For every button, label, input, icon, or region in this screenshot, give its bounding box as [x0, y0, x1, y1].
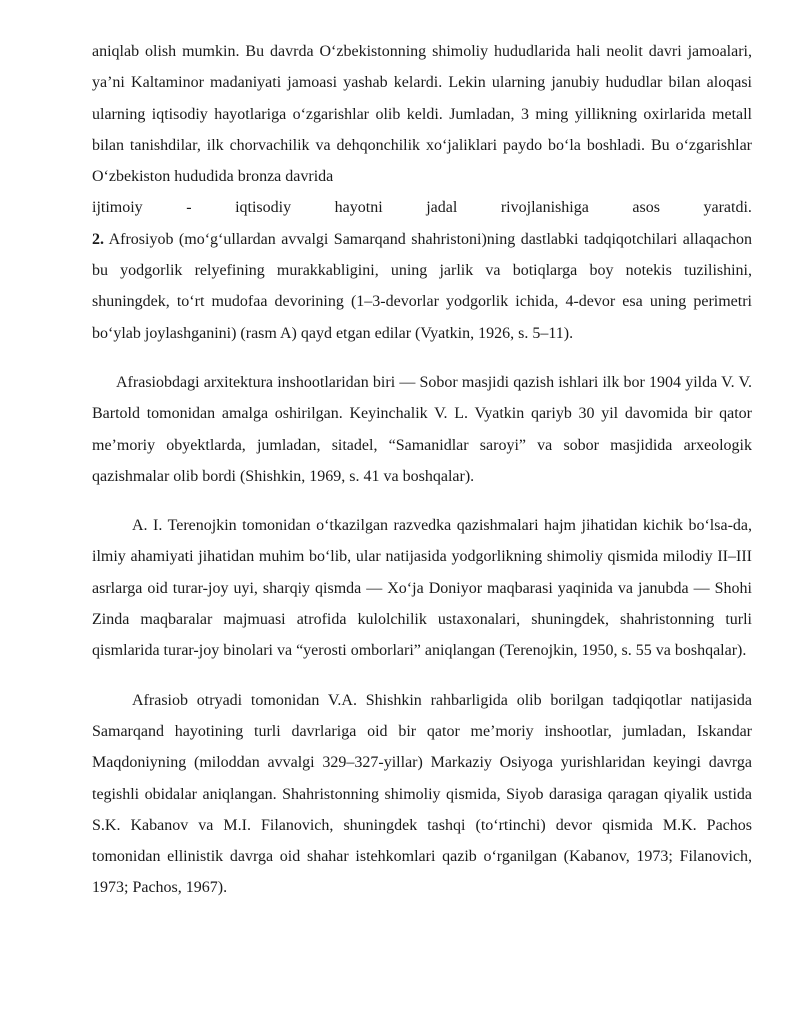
paragraph-5-text: Afrasiob otryadi tomonidan V.A. Shishkin rahbarligida olib borilgan tadqiqotlar natijasida Samarqand hayotining turli davrlariga oid bir qator me’moriy inshootlar, jumladan, Iskandar Maqdoniyning (miloddan avvalgi 329–327-yillar) Markaziy Osiyoga yurishlaridan keyingi davrga tegishli obidalar aniqlangan. Shahristonning shimoliy qismida, Siyob darasiga qaragan qiyalik ustida S.K. Kabanov va M.I. Filanovich, shuningdek tashqi (to‘rtinchi) devor qismida M.K. Pachos tomonidan ellinistik davrga oid shahar istehkomlari qazib o‘rganilgan (Kabanov, 1973; Filanovich, 1973; Pachos, 1967).: [92, 691, 752, 897]
paragraph-1-text: aniqlab olish mumkin. Bu davrda O‘zbekistonning shimoliy hududlarida hali neolit davri jamoalari, ya’ni Kaltaminor madaniyati jamoasi yashab kelardi. Lekin ularning janubiy hududlar bilan aloqasi ularning iqtisodiy hayotlariga o‘zgarishlar olib keldi. Jumladan, 3 ming yillikning oxirlarida metall bilan tanishdilar, ilk chorvachilik va dehqonchilik xo‘jaliklari paydo bo‘la boshladi. Bu o‘zgarishlar O‘zbekiston hududida bronza davrida: [92, 43, 752, 186]
word: hayotni: [334, 199, 383, 217]
word: jadal: [426, 199, 458, 217]
paragraph-3: [92, 367, 752, 492]
paragraph-2: [92, 224, 752, 349]
paragraph-1-last-line: [92, 192, 752, 223]
word: -: [186, 199, 192, 217]
word: rivojlanishiga: [500, 199, 589, 217]
paragraph-3-text: Afrasiobdagi arxitektura inshootlaridan biri — Sobor masjidi qazish ishlari ilk bor 1904 yilda V. V. Bartold tomonidan amalga oshirilgan. Keyinchalik V. L. Vyatkin qariyb 30 yil davomida bir qator me’moriy obyektlarda, jumladan, sitadel, “Samanidlar saroyi” va sobor masjidida arxeologik qazishmalar olib bordi (Shishkin, 1969, s. 41 va boshqalar).: [92, 373, 752, 485]
document-page: [92, 36, 752, 904]
paragraph-4-text: A. I. Terenojkin tomonidan o‘tkazilgan razvedka qazishmalari hajm jihatidan kichik bo‘lsa-da, ilmiy ahamiyati jihatidan muhim bo‘lib, ular natijasida yodgorlikning shimoliy qismida milodiy II–III asrlarga oid turar-joy uyi, sharqiy qismda — Xo‘ja Doniyor maqbarasi yaqinida va janubda — Shohi Zinda maqbaralar majmuasi atrofida kulolchilik ustaxonalari, shuningdek, shahristonning turli qismlarida turar-joy binolari va “yerosti omborlari” aniqlangan (Terenojkin, 1950, s. 55 va boshqalar).: [92, 517, 752, 660]
paragraph-5: [92, 685, 752, 904]
paragraph-2-text: Afrosiyob (mo‘g‘ullardan avvalgi Samarqand shahristoni)ning dastlabki tadqiqotchilari allaqachon bu yodgorlik relyefining murakkabligini, uning jarlik va botiqlarga boy notekis tuzilishini, shuningdek, to‘rt mudofaa devorining (1–3-devorlar yodgorlik ichida, 4-devor esa uning perimetri bo‘ylab joylashganini) (rasm A) qayd etgan edilar (Vyatkin, 1926, s. 5–11).: [92, 230, 752, 342]
paragraph-1: [92, 36, 752, 224]
word: ijtimoiy: [92, 199, 143, 217]
paragraph-4: [92, 510, 752, 666]
word: yaratdi.: [703, 199, 752, 217]
paragraph-number: 2.: [92, 230, 104, 248]
word: iqtisodiy: [235, 199, 292, 217]
word: asos: [632, 199, 660, 217]
